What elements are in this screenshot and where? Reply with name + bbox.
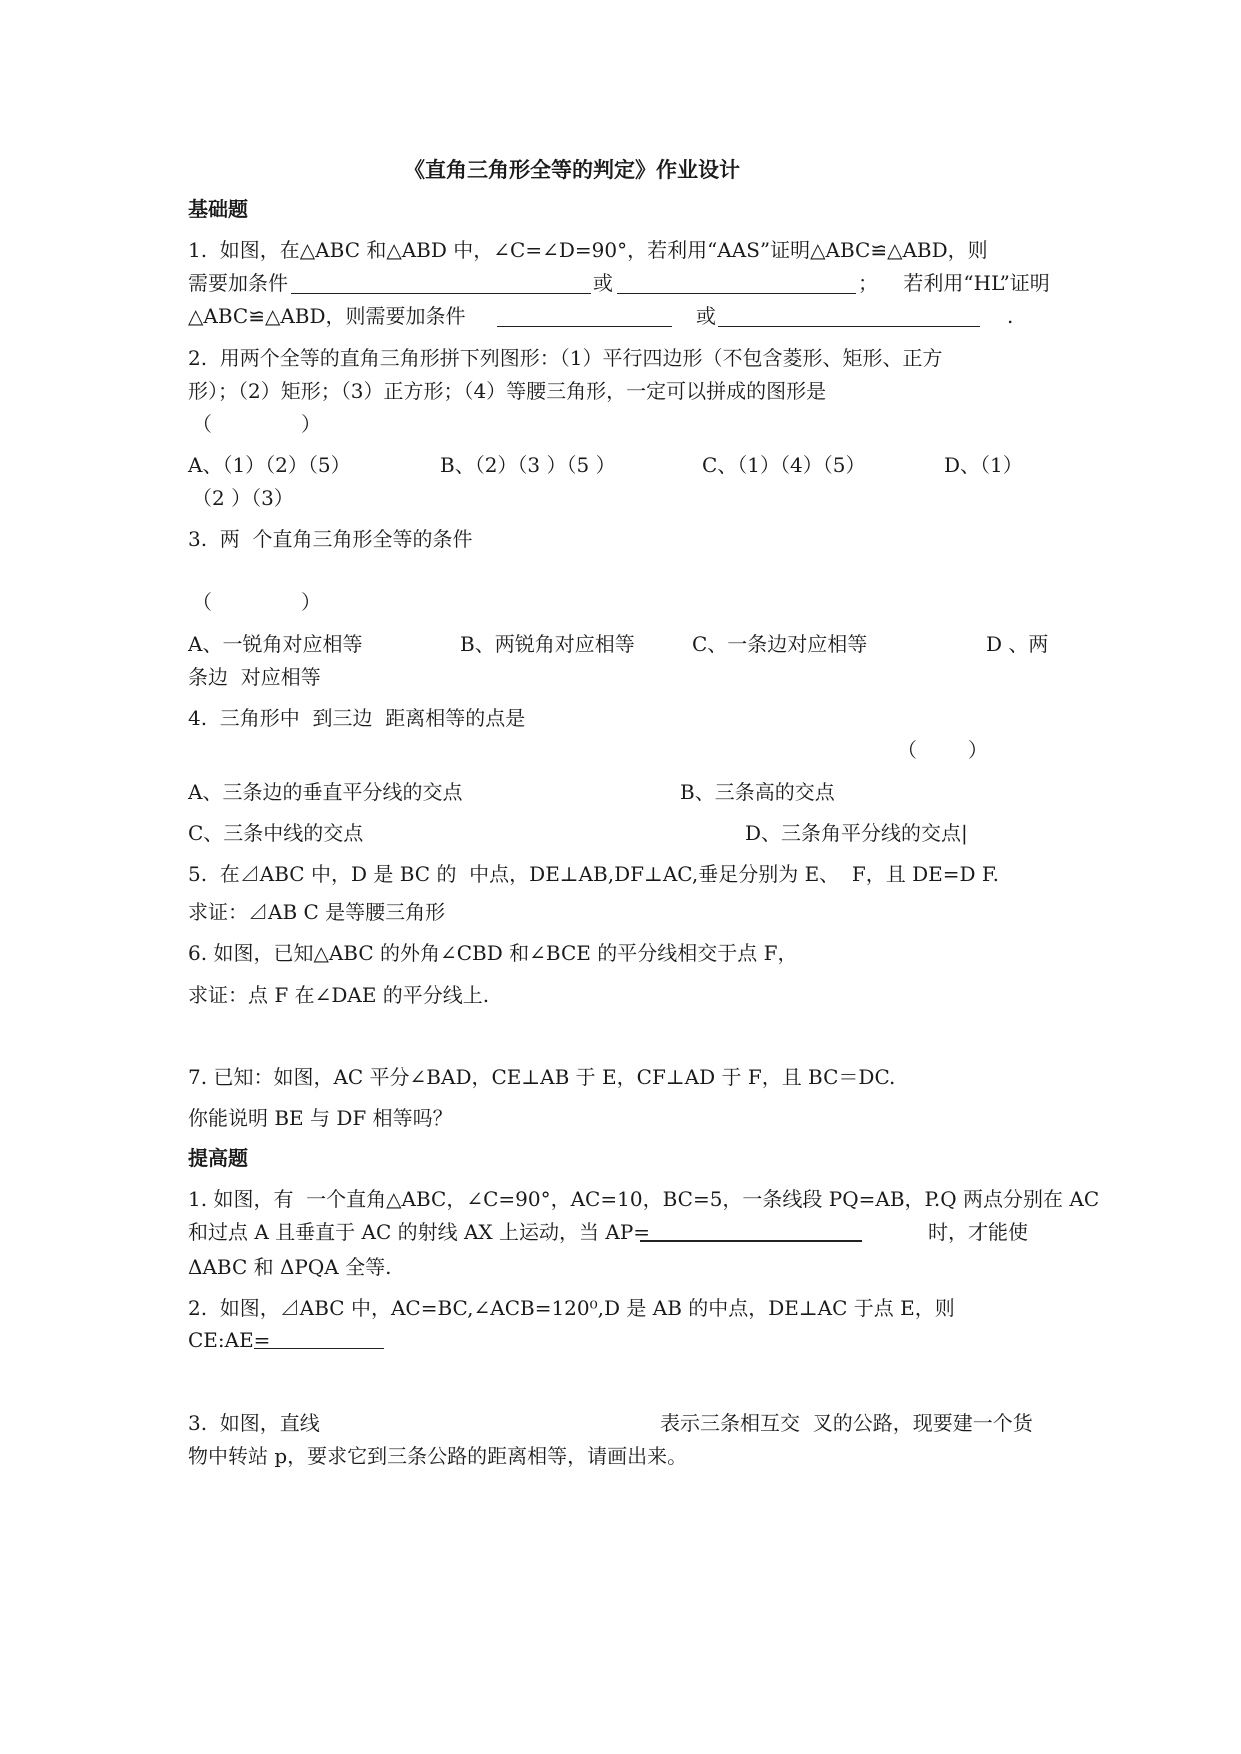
option-a: A、（1）（2）（5） <box>188 453 351 477</box>
advanced-question-1-line-1: 1. 如图，有 一个直角△ABC，∠C=90°，AC=10，BC=5，一条线段 PQ=AB，P.Q 两点分别在 AC <box>188 1187 1100 1211</box>
answer-parentheses: （ ） <box>192 590 322 614</box>
option-b: B、两锐角对应相等 <box>460 632 635 656</box>
page-title: 《直角三角形全等的判定》作业设计 <box>404 158 740 182</box>
answer-parentheses: （ ） <box>897 738 988 762</box>
option-a: A、三条边的垂直平分线的交点 <box>188 780 463 804</box>
question-1-line-3-start: △ABC≌△ABD，则需要加条件 <box>188 304 466 328</box>
question-1-line-2-end: ； 若利用“HL”证明 <box>858 271 1050 295</box>
option-d: D、（1） <box>944 453 1023 477</box>
answer-blank <box>497 326 672 327</box>
advanced-question-3-line-1-end: 表示三条相互交 叉的公路，现要建一个货 <box>660 1411 1033 1435</box>
question-7-line-1: 7. 已知：如图，AC 平分∠BAD，CE⊥AB 于 E，CF⊥AD 于 F，且 BC＝DC. <box>188 1065 896 1089</box>
question-5-line-1: 5. 在⊿ABC 中，D 是 BC 的 中点，DE⊥AB,DF⊥AC,垂足分别为 E、 F，且 DE=D F. <box>188 862 1000 886</box>
question-1-line-2-start: 需要加条件 <box>188 271 288 295</box>
option-d: D、三条角平分线的交点| <box>745 821 968 845</box>
answer-blank <box>640 1240 862 1242</box>
question-4-line-1: 4. 三角形中 到三边 距离相等的点是 <box>188 706 526 730</box>
option-d: D 、两 <box>986 632 1049 656</box>
advanced-question-3-line-2: 物中转站 p，要求它到三条公路的距离相等，请画出来。 <box>188 1444 688 1468</box>
section-heading-advanced: 提高题 <box>188 1146 248 1170</box>
advanced-question-3-line-1-start: 3. 如图，直线 <box>188 1411 320 1435</box>
section-heading-basic: 基础题 <box>188 197 248 221</box>
answer-blank <box>291 293 591 294</box>
question-1-or: 或 <box>593 271 613 295</box>
question-3-line-1: 3. 两 个直角三角形全等的条件 <box>188 527 473 551</box>
answer-blank <box>254 1348 384 1349</box>
advanced-question-1-line-2-start: 和过点 A 且垂直于 AC 的射线 AX 上运动，当 AP= <box>188 1220 651 1244</box>
advanced-question-2-line-2: CE:AE= <box>188 1328 271 1352</box>
advanced-question-1-line-2-end: 时，才能使 <box>928 1220 1028 1244</box>
option-c: C、三条中线的交点 <box>188 821 364 845</box>
question-2-line-2: 形）；（2）矩形；（3）正方形；（4）等腰三角形，一定可以拼成的图形是 <box>188 379 827 403</box>
option-a: A、一锐角对应相等 <box>188 632 363 656</box>
question-6-line-1: 6. 如图，已知△ABC 的外角∠CBD 和∠BCE 的平分线相交于点 F， <box>188 941 798 965</box>
question-6-line-2: 求证：点 F 在∠DAE 的平分线上. <box>188 983 490 1007</box>
option-d-continued: 条边 对应相等 <box>188 665 321 689</box>
question-5-line-2: 求证：⊿AB C 是等腰三角形 <box>188 900 446 924</box>
question-2-line-1: 2. 用两个全等的直角三角形拼下列图形：（1）平行四边形（不包含菱形、矩形、正方 <box>188 346 943 370</box>
option-c: C、一条边对应相等 <box>692 632 868 656</box>
question-7-line-2: 你能说明 BE 与 DF 相等吗？ <box>188 1106 453 1130</box>
advanced-question-2-line-1: 2. 如图，⊿ABC 中，AC=BC,∠ACB=120⁰,D 是 AB 的中点，DE⊥AC 于点 E，则 <box>188 1296 955 1320</box>
option-b: B、三条高的交点 <box>680 780 835 804</box>
question-1-or: 或 <box>696 304 716 328</box>
option-d-continued: （2 ）（3） <box>192 486 294 510</box>
answer-parentheses: （ ） <box>192 412 322 436</box>
option-c: C、（1）（4）（5） <box>702 453 866 477</box>
answer-blank <box>617 293 856 294</box>
question-1-line-3-end: . <box>1007 304 1014 328</box>
option-b: B、（2）（3 ）（5 ） <box>440 453 616 477</box>
answer-blank <box>718 326 980 327</box>
advanced-question-1-line-3: ΔABC 和 ΔPQA 全等. <box>188 1255 392 1279</box>
question-1-line-1: 1. 如图，在△ABC 和△ABD 中，∠C=∠D=90°，若利用“AAS”证明△ABC≌△ABD，则 <box>188 238 988 262</box>
